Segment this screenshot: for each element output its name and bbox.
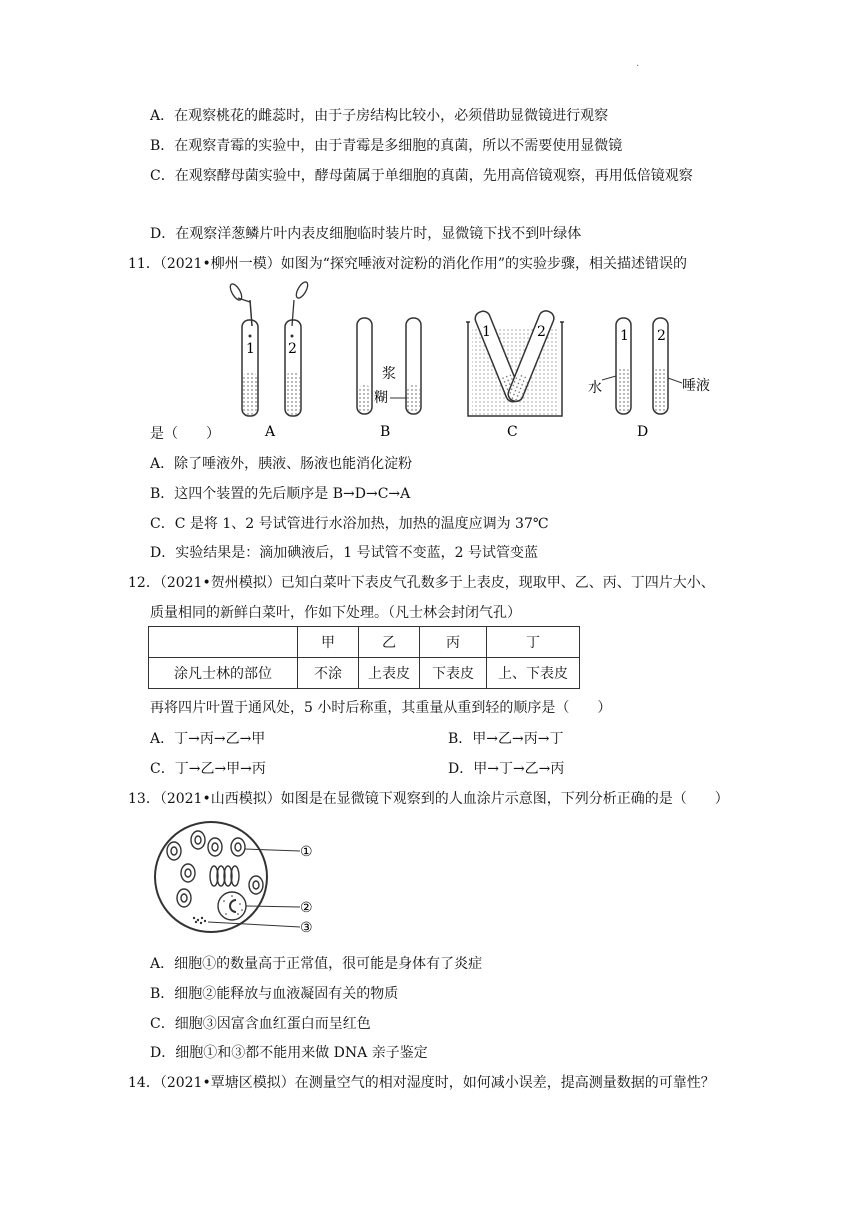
q13-option-c: C．细胞③因富含血红蛋白而呈红色 bbox=[150, 1016, 371, 1032]
q11-stem: 11．（2021•柳州一模）如图为“探究唾液对淀粉的消化作用”的实验步骤，相关描述错误的 bbox=[128, 256, 688, 272]
q12-stem-line2: 质量相同的新鲜白菜叶，作如下处理。（凡士林会封闭气孔） bbox=[150, 605, 521, 621]
q12-after-text: 再将四片叶置于通风处，5 小时后称重，其重量从重到轻的顺序是（ ） bbox=[150, 700, 612, 716]
table-cell: 上、下表皮 bbox=[487, 658, 580, 689]
setup-a-label: A bbox=[265, 424, 276, 440]
table-header-cell: 甲 bbox=[298, 627, 359, 658]
q10-option-d: D．在观察洋葱鳞片叶内表皮细胞临时装片时，显微镜下找不到叶绿体 bbox=[150, 226, 582, 242]
q11-option-b: B．这四个装置的先后顺序是 B→D→C→A bbox=[150, 486, 411, 502]
table-row bbox=[149, 658, 580, 689]
q12-stem-line1: 12．（2021•贺州模拟）已知白菜叶下表皮气孔数多于上表皮，现取甲、乙、丙、丁四片大小、 bbox=[128, 575, 715, 591]
blood-cell-label-1: ① bbox=[300, 844, 313, 860]
setup-d bbox=[588, 318, 710, 440]
saliva-label: 唾液 bbox=[682, 378, 710, 394]
q11-option-c: C．C 是将 1、2 号试管进行水浴加热，加热的温度应调为 37℃ bbox=[150, 516, 549, 532]
q12-treatment-table bbox=[148, 626, 580, 689]
table-cell: 下表皮 bbox=[420, 658, 487, 689]
q11-figure bbox=[210, 280, 730, 440]
blood-cell-label-3: ③ bbox=[300, 920, 313, 936]
paste-label-bottom: 糊 bbox=[374, 390, 388, 406]
table-header-row bbox=[149, 627, 580, 658]
q13-blood-smear-figure bbox=[148, 818, 338, 943]
q13-option-a: A．细胞①的数量高于正常值，很可能是身体有了炎症 bbox=[150, 956, 483, 972]
table-header-cell bbox=[149, 627, 298, 658]
setup-b bbox=[357, 318, 421, 440]
q12-option-c: C．丁→乙→甲→丙 bbox=[150, 761, 266, 777]
setup-c-tube1-label: 1 bbox=[482, 324, 491, 340]
setup-b-label: B bbox=[380, 424, 391, 440]
table-header-cell: 乙 bbox=[359, 627, 420, 658]
paste-label-top: 浆 bbox=[382, 366, 396, 382]
setup-d-tube1-label: 1 bbox=[620, 328, 629, 344]
water-label: 水 bbox=[588, 380, 602, 396]
q10-option-c: C．在观察酵母菌实验中，酵母菌属于单细胞的真菌，先用高倍镜观察，再用低倍镜观察 bbox=[150, 168, 693, 184]
setup-a-tube2-label: 2 bbox=[288, 341, 297, 357]
q14-stem: 14．（2021•覃塘区模拟）在测量空气的相对湿度时，如何减小误差，提高测量数据的可靠性？ bbox=[128, 1075, 715, 1091]
q10-option-b: B．在观察青霉的实验中，由于青霉是多细胞的真菌，所以不需要使用显微镜 bbox=[150, 138, 623, 154]
setup-a bbox=[228, 280, 310, 440]
table-cell: 上表皮 bbox=[359, 658, 420, 689]
table-cell: 不涂 bbox=[298, 658, 359, 689]
table-header-cell: 丙 bbox=[420, 627, 487, 658]
q13-option-b: B．细胞②能释放与血液凝固有关的物质 bbox=[150, 986, 399, 1002]
page-dot: . bbox=[636, 58, 640, 69]
q11-stem-end: 是（ ） bbox=[150, 426, 220, 442]
setup-c-tube2-label: 2 bbox=[537, 324, 546, 340]
q12-option-b: B．甲→乙→丙→丁 bbox=[448, 731, 564, 747]
q12-option-a: A．丁→丙→乙→甲 bbox=[150, 731, 266, 747]
setup-c bbox=[466, 309, 564, 440]
q11-option-d: D．实验结果是：滴加碘液后，1 号试管不变蓝，2 号试管变蓝 bbox=[150, 545, 538, 561]
table-header-cell: 丁 bbox=[487, 627, 580, 658]
blood-cell-label-2: ② bbox=[300, 900, 313, 916]
q10-option-a: A．在观察桃花的雌蕊时，由于子房结构比较小，必须借助显微镜进行观察 bbox=[150, 108, 609, 124]
q13-stem: 13．（2021•山西模拟）如图是在显微镜下观察到的人血涂片示意图，下列分析正确的是（ ） bbox=[128, 791, 729, 807]
q11-option-a: A．除了唾液外，胰液、肠液也能消化淀粉 bbox=[150, 456, 413, 472]
setup-a-tube1-label: 1 bbox=[246, 341, 255, 357]
setup-d-label: D bbox=[637, 424, 649, 440]
q12-option-d: D．甲→丁→乙→丙 bbox=[448, 761, 565, 777]
q13-option-d: D．细胞①和③都不能用来做 DNA 亲子鉴定 bbox=[150, 1045, 428, 1061]
setup-d-tube2-label: 2 bbox=[657, 328, 666, 344]
setup-c-label: C bbox=[507, 424, 518, 440]
table-cell: 涂凡士林的部位 bbox=[149, 658, 298, 689]
